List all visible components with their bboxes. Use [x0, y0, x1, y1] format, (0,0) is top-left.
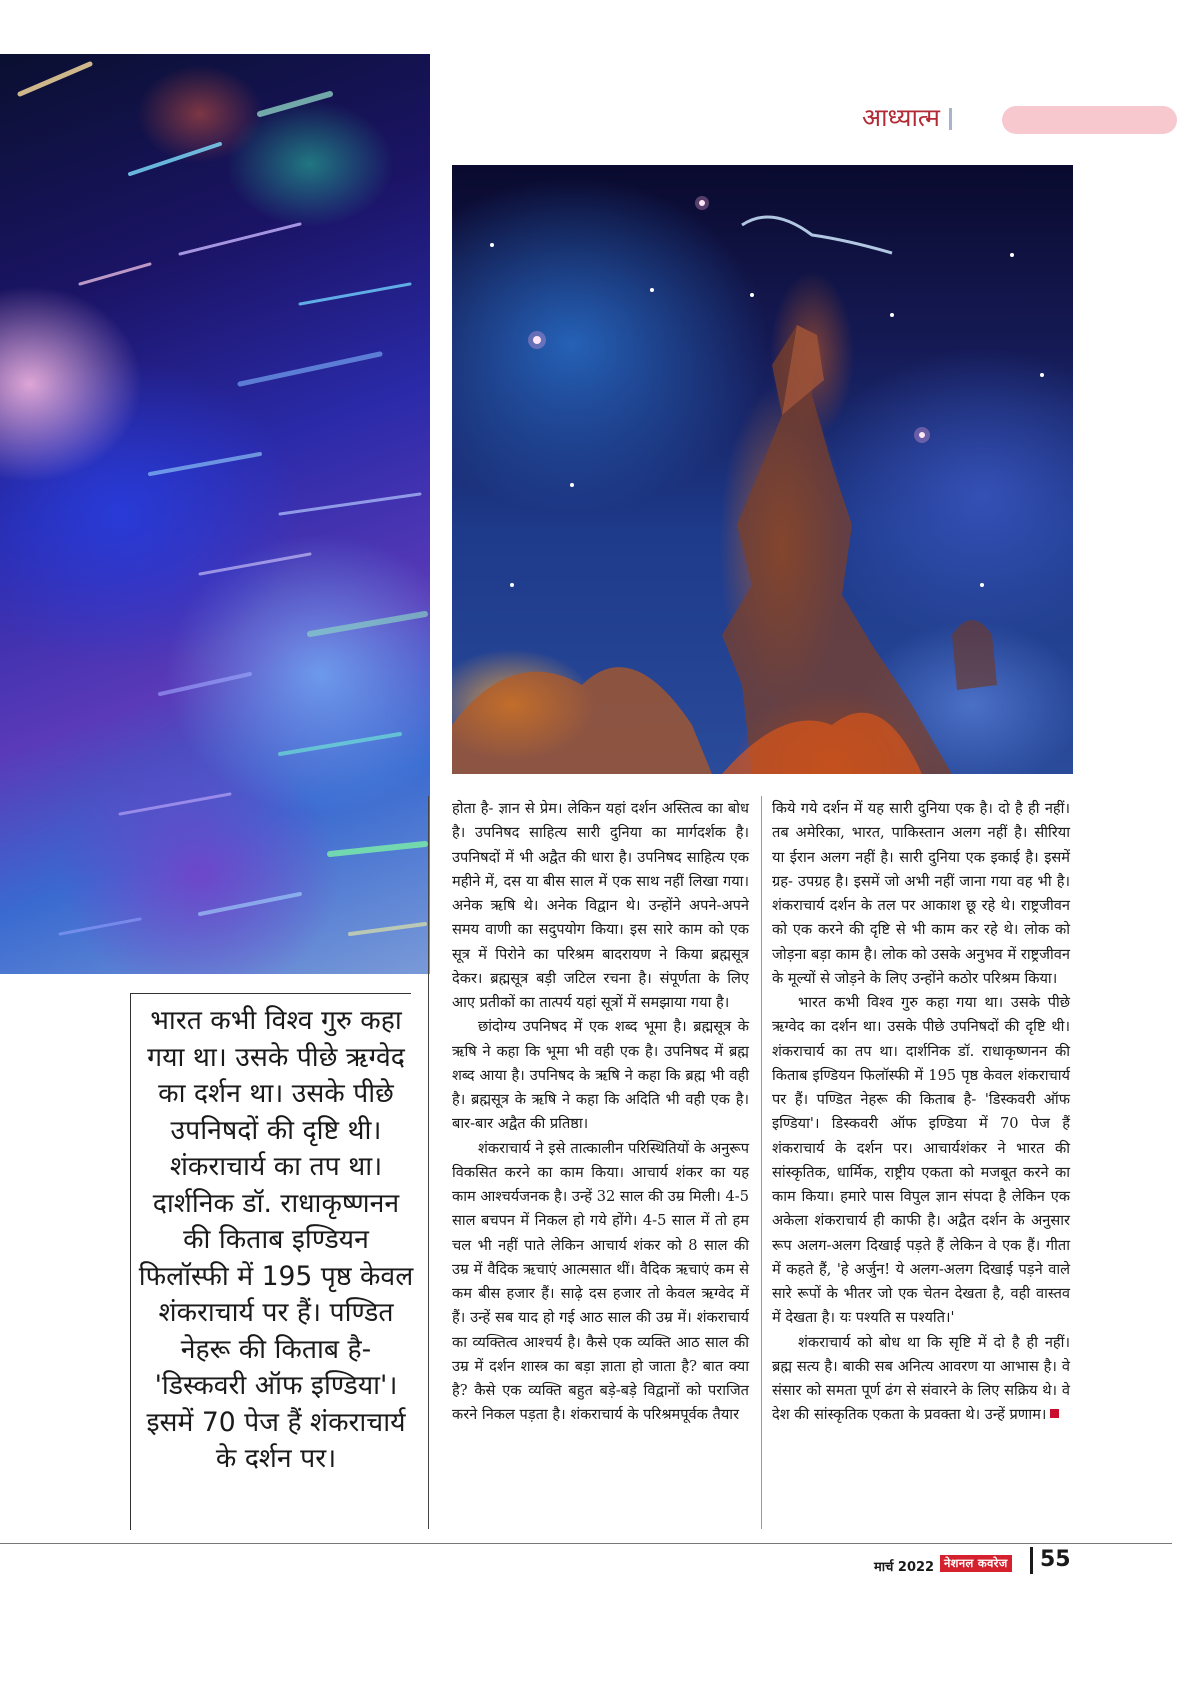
section-label: आध्यात्म: [862, 103, 940, 132]
article-closing-text: शंकराचार्य को बोध था कि सृष्टि में दो है ही नहीं। ब्रह्म सत्य है। बाकी सब अनित्य आवरण या आभास है। वे संसार को समता पूर्ण ढंग से संवारने के लिए सक्रिय थे। वे देश की सांस्कृतिक एकता के प्रवक्ता थे। उन्हें प्रणाम।: [772, 1333, 1070, 1424]
magazine-logo: नेशनल कवरेज: [940, 1555, 1012, 1572]
article-paragraph: शंकराचार्य ने इसे तात्कालीन परिस्थितियों के अनुरूप विकसित करने का काम किया। आचार्य शंकर का यह काम आश्चर्यजनक है। उन्हें 32 साल की उम्र मिली। 4-5 साल बचपन में निकल हो गये होंगे। 4-5 साल में तो हम चल भी नहीं पाते लेकिन आचार्य शंकर को 8 साल की उम्र में वैदिक ऋचाएं आत्मसात थीं। वैदिक ऋचाएं कम से कम बीस हजार हैं। साढ़े दस हजार तो केवल ऋग्वेद में हैं। उन्हें सब याद हो गई आठ साल की उम्र में। शंकराचार्य का व्यक्तित्व आश्चर्य है। कैसे एक व्यक्ति आठ साल की उम्र में दर्शन शास्त्र का बड़ा ज्ञाता हो जाता है? बात क्या है? कैसे एक व्यक्ति बहुत बड़े-बड़े विद्वानों को पराजित करने निकल पड़ता है। शंकराचार्य के परिश्रमपूर्वक तैयार: [452, 1139, 749, 1424]
end-mark-icon: [1050, 1409, 1059, 1418]
footer-rule: [0, 1543, 1172, 1544]
article-paragraph: [772, 1331, 1070, 1428]
section-pill: [1002, 106, 1177, 134]
article-paragraph: छांदोग्य उपनिषद में एक शब्द भूमा है। ब्रह्मसूत्र के ऋषि ने कहा कि भूमा भी वही एक है। उपनिषद में ब्रह्म शब्द आया है। उपनिषद के ऋषि ने कहा कि ब्रह्म भी वही है। ब्रह्मसूत्र के ऋषि ने कहा कि अदिति भी वही एक है। बार-बार अद्वैत की प्रतिष्ठा।: [452, 1018, 749, 1133]
nebula-svg: [452, 165, 1073, 774]
section-divider: [949, 108, 952, 130]
light-streaks-svg: [0, 54, 430, 974]
pull-quote: भारत कभी विश्व गुरु कहा गया था। उसके पीछे ऋग्वेद का दर्शन था। उसके पीछे उपनिषदों की दृष्टि थी। शंकराचार्य का तप था। दार्शनिक डॉ. राधाकृष्णनन की किताब इण्डियन फिलॉस्फी में 195 पृष्ठ केवल शंकराचार्य पर हैं। पण्डित नेहरू की किताब है- 'डिस्कवरी ऑफ इण्डिया'। इसमें 70 पेज हैं शंकराचार्य के दर्शन पर।: [138, 1005, 414, 1474]
issue-date: मार्च 2022: [874, 1560, 935, 1575]
nebula-image: [452, 165, 1073, 774]
footer-bar: [1030, 1547, 1033, 1574]
article-column-2: [772, 797, 1070, 1428]
article-paragraph: होता है- ज्ञान से प्रेम। लेकिन यहां दर्शन अस्तित्व का बोध है। उपनिषद साहित्य सारी दुनिया का मार्गदर्शक है। उपनिषदों में भी अद्वैत की धारा है। उपनिषद साहित्य एक महीने में, दस या बीस साल में एक साथ नहीं लिखा गया। अनेक ऋषि थे। अनेक विद्वान थे। उन्होंने अपने-अपने समय वाणी का सदुपयोग किया। इस सारे काम को एक सूत्र में पिरोने का परिश्रम बादरायण ने किया ब्रह्मसूत्र देकर। ब्रह्मसूत्र बड़ी जटिल रचना है। संपूर्णता के लिए आए प्रतीकों का तात्पर्य यहां सूत्रों में समझाया गया है।: [452, 800, 749, 1011]
article-column-1: [452, 797, 749, 1428]
article-paragraph: किये गये दर्शन में यह सारी दुनिया एक है। दो है ही नहीं। तब अमेरिका, भारत, पाकिस्तान अलग नहीं है। सीरिया या ईरान अलग नहीं है। सारी दुनिया एक इकाई है। इसमें ग्रह- उपग्रह है। इसमें जो अभी नहीं जाना गया वह भी है। शंकराचार्य दर्शन के तल पर आकाश छू रहे थे। राष्ट्रजीवन को एक करने की दृष्टि से भी काम कर रहे थे। लोक को जोड़ना बड़ा काम है। लोक को उसके अनुभव में राष्ट्रजीवन के मूल्यों से जोड़ने के लिए उन्होंने कठोर परिश्रम किया।: [772, 800, 1070, 987]
page-number: 55: [1040, 1547, 1071, 1572]
light-streak-image: [0, 54, 430, 974]
column-divider: [428, 796, 429, 1529]
article-paragraph: भारत कभी विश्व गुरु कहा गया था। उसके पीछे ऋग्वेद का दर्शन था। उसके पीछे उपनिषदों की दृष्टि थी। शंकराचार्य का तप था। दार्शनिक डॉ. राधाकृष्णनन की किताब इण्डियन फिलॉस्फी में 195 पृष्ठ केवल शंकराचार्य पर हैं। पण्डित नेहरू की किताब है- 'डिस्कवरी ऑफ इण्डिया'। डिस्कवरी ऑफ इण्डिया में 70 पेज हैं शंकराचार्य के दर्शन पर। आचार्यशंकर ने भारत की सांस्कृतिक, धार्मिक, राष्ट्रीय एकता को मजबूत करने का काम किया। हमारे पास विपुल ज्ञान संपदा है लेकिन एक अकेला शंकराचार्य ही काफी है। अद्वैत दर्शन के अनुसार रूप अलग-अलग दिखाई पड़ते हैं लेकिन वे एक हैं। गीता में कहते हैं, 'हे अर्जुन! ये अलग-अलग दिखाई पड़ने वाले सारे रूपों के भीतर जो एक चेतन देखता है, वही वास्तव में देखता है। यः पश्यति स पश्यति।': [772, 994, 1070, 1327]
column-divider: [761, 796, 762, 1529]
